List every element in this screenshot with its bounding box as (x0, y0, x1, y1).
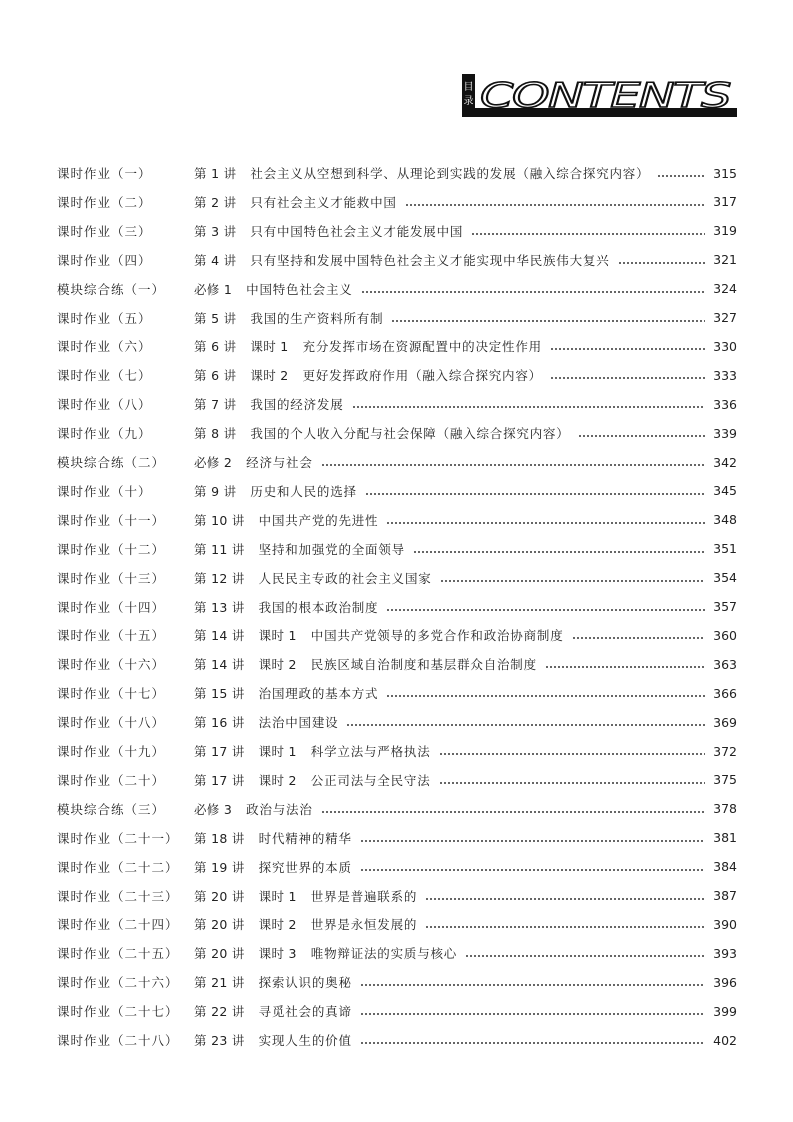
toc-page-number: 399 (713, 1003, 737, 1019)
toc-title: 坚持和加强党的全面领导 (258, 541, 405, 557)
toc-lecture: 第 13 讲 (194, 599, 245, 615)
toc-session: 课时 2 (258, 917, 297, 933)
toc-entry[interactable] (57, 394, 737, 414)
toc-lecture: 必修 2 (194, 455, 233, 470)
toc-page-number: 372 (713, 743, 737, 759)
toc-entry[interactable] (57, 914, 737, 934)
toc-entry[interactable] (57, 943, 737, 963)
toc-unit: 课时作业（十八） (57, 715, 166, 731)
toc-title: 时代精神的精华 (258, 830, 352, 846)
toc-lecture: 第 2 讲 (194, 194, 237, 210)
toc-unit: 课时作业（二） (57, 194, 152, 210)
toc-entry[interactable] (57, 308, 737, 328)
toc-page-number: 366 (713, 685, 737, 701)
toc-title: 我国的根本政治制度 (258, 599, 379, 615)
toc-entry[interactable] (57, 799, 737, 819)
toc-entry[interactable] (57, 972, 737, 992)
toc-page-number: 315 (713, 165, 737, 181)
toc-lecture: 第 19 讲 (194, 859, 245, 875)
toc-page-number: 324 (713, 281, 737, 297)
dot-leader (440, 580, 705, 582)
toc-unit: 模块综合练（二） (57, 455, 166, 470)
dot-leader (425, 926, 705, 928)
toc-unit: 课时作业（十七） (57, 686, 166, 702)
toc-entry[interactable] (57, 279, 737, 299)
toc-session: 课时 1 (250, 339, 289, 355)
toc-entry[interactable] (57, 1030, 737, 1050)
toc-title: 民族区域自治制度和基层群众自治制度 (310, 657, 537, 673)
toc-entry[interactable] (57, 452, 737, 472)
toc-unit: 课时作业（十四） (57, 599, 166, 615)
contents-logo (462, 70, 737, 120)
toc-entry[interactable] (57, 654, 737, 674)
toc-entry[interactable] (57, 597, 737, 617)
toc-title: 只有社会主义才能救中国 (250, 194, 397, 210)
toc-page-number: 375 (713, 772, 737, 788)
toc-page-number: 319 (713, 223, 737, 239)
toc-title: 更好发挥政府作用（融入综合探究内容） (302, 368, 542, 384)
contents-label-bottom: 录 (463, 96, 474, 107)
toc-title: 只有坚持和发展中国特色社会主义才能实现中华民族伟大复兴 (250, 252, 610, 268)
toc-title: 世界是永恒发展的 (310, 917, 418, 933)
dot-leader (386, 609, 705, 611)
toc-page-number: 369 (713, 714, 737, 730)
dot-leader (346, 724, 705, 726)
toc-lecture: 第 17 讲 (194, 772, 245, 788)
dot-leader (439, 753, 706, 755)
dot-leader (572, 637, 706, 639)
dot-leader (352, 406, 705, 408)
toc-title: 社会主义从空想到科学、从理论到实践的发展（融入综合探究内容） (250, 166, 650, 181)
toc-page-number: 327 (713, 310, 737, 325)
toc-page-number: 336 (713, 396, 737, 412)
dot-leader (618, 262, 705, 264)
toc-unit: 课时作业（七） (57, 368, 152, 384)
dot-leader (360, 840, 705, 842)
toc-entry[interactable] (57, 683, 737, 703)
toc-unit: 课时作业（二十三） (57, 888, 179, 904)
toc-entry[interactable] (57, 568, 737, 588)
toc-entry[interactable] (57, 510, 737, 530)
dot-leader (360, 869, 705, 871)
toc-entry[interactable] (57, 481, 737, 501)
toc-session: 课时 2 (258, 772, 297, 788)
dot-leader (578, 435, 705, 437)
toc-unit: 课时作业（二十四） (57, 917, 179, 933)
toc-unit: 课时作业（十五） (57, 628, 166, 644)
toc-lecture: 第 1 讲 (194, 166, 237, 181)
toc-unit: 课时作业（十二） (57, 541, 166, 557)
toc-unit: 课时作业（十九） (57, 744, 166, 759)
toc-page-number: 321 (713, 252, 737, 268)
toc-lecture: 第 11 讲 (194, 541, 245, 557)
toc-entry[interactable] (57, 741, 737, 761)
toc-lecture: 第 20 讲 (194, 946, 245, 962)
toc-entry[interactable] (57, 250, 737, 270)
toc-unit: 课时作业（二十七） (57, 1004, 179, 1020)
toc-unit: 课时作业（十） (57, 483, 152, 499)
toc-unit: 课时作业（二十六） (57, 975, 179, 991)
toc-title: 治国理政的基本方式 (258, 686, 379, 702)
dot-leader (545, 666, 705, 668)
toc-lecture: 第 12 讲 (194, 570, 245, 586)
dot-leader (413, 551, 705, 553)
toc-title: 唯物辩证法的实质与核心 (310, 946, 458, 962)
toc-page-number: 360 (713, 627, 737, 643)
toc-session: 课时 3 (258, 946, 297, 962)
toc-unit: 课时作业（二十二） (57, 859, 179, 875)
toc-title: 中国共产党的先进性 (258, 512, 379, 528)
toc-unit: 课时作业（二十八） (57, 1033, 179, 1048)
toc-entry[interactable] (57, 625, 737, 645)
toc-title: 经济与社会 (246, 455, 313, 470)
toc-unit: 课时作业（十六） (57, 657, 166, 673)
contents-logo-text: CONTENTS (480, 76, 731, 116)
dot-leader (471, 233, 705, 235)
toc-entry[interactable] (57, 1001, 737, 1021)
dot-leader (550, 348, 705, 350)
dot-leader (439, 782, 706, 784)
toc-unit: 课时作业（二十） (57, 772, 166, 788)
toc-entry[interactable] (57, 365, 737, 385)
contents-header (462, 70, 737, 120)
toc-title: 我国的生产资料所有制 (250, 310, 384, 326)
toc-page-number: 387 (713, 888, 737, 903)
toc-page-number: 384 (713, 859, 737, 875)
toc-lecture: 第 6 讲 (194, 339, 237, 355)
toc-unit: 课时作业（四） (57, 252, 152, 268)
toc-entry[interactable] (57, 423, 737, 443)
toc-page-number: 317 (713, 194, 737, 210)
dot-leader (405, 204, 705, 206)
toc-lecture: 第 5 讲 (194, 310, 237, 326)
toc-page-number: 393 (713, 945, 737, 961)
toc-title: 科学立法与严格执法 (310, 744, 431, 759)
toc-page-number: 348 (713, 512, 737, 528)
toc-page-number: 396 (713, 974, 737, 990)
toc-lecture: 第 9 讲 (194, 483, 237, 499)
toc-unit: 课时作业（六） (57, 339, 152, 355)
toc-entry[interactable] (57, 712, 737, 732)
toc-lecture: 第 21 讲 (194, 975, 245, 991)
dot-leader (550, 377, 705, 379)
toc-session: 课时 1 (258, 628, 297, 644)
toc-unit: 课时作业（二十一） (57, 830, 179, 846)
toc-unit: 课时作业（三） (57, 223, 152, 239)
toc-title: 人民民主专政的社会主义国家 (258, 570, 432, 586)
toc-lecture: 第 7 讲 (194, 397, 237, 413)
toc-unit: 课时作业（九） (57, 426, 152, 442)
toc-lecture: 第 14 讲 (194, 657, 245, 673)
toc-entry[interactable] (57, 539, 737, 559)
toc-page-number: 339 (713, 425, 737, 441)
toc-lecture: 第 14 讲 (194, 628, 245, 644)
toc-title: 我国的个人收入分配与社会保障（融入综合探究内容） (250, 426, 570, 442)
dot-leader (657, 175, 705, 177)
toc-entry[interactable] (57, 886, 737, 906)
toc-title: 充分发挥市场在资源配置中的决定性作用 (302, 339, 542, 355)
toc-entry[interactable] (57, 857, 737, 877)
toc-page-number: 381 (713, 830, 737, 846)
toc-lecture: 第 22 讲 (194, 1004, 245, 1020)
toc-page-number: 351 (713, 541, 737, 557)
toc-page-number: 402 (713, 1032, 737, 1048)
toc-lecture: 第 17 讲 (194, 744, 245, 759)
toc-title: 中国共产党领导的多党合作和政治协商制度 (310, 628, 564, 644)
toc-entry[interactable] (57, 192, 737, 212)
toc-unit: 课时作业（一） (57, 166, 152, 181)
toc-title: 探究世界的本质 (258, 859, 352, 875)
toc-page-number: 354 (713, 570, 737, 586)
dot-leader (386, 522, 705, 524)
toc-session: 课时 1 (258, 744, 297, 759)
dot-leader (361, 291, 705, 293)
toc-title: 法治中国建设 (258, 715, 339, 731)
dot-leader (321, 464, 705, 466)
toc-lecture: 第 20 讲 (194, 917, 245, 933)
dot-leader (391, 320, 705, 322)
toc-entry[interactable] (57, 221, 737, 241)
toc-unit: 课时作业（十一） (57, 512, 166, 528)
dot-leader (386, 695, 705, 697)
toc-title: 只有中国特色社会主义才能发展中国 (250, 223, 464, 239)
toc-entry[interactable] (57, 770, 737, 790)
toc-title: 实现人生的价值 (258, 1033, 352, 1048)
toc-title: 公正司法与全民守法 (310, 772, 431, 788)
toc-lecture: 第 23 讲 (194, 1033, 245, 1048)
toc-page-number: 363 (713, 656, 737, 672)
toc-unit: 模块综合练（三） (57, 801, 166, 817)
toc-title: 我国的经济发展 (250, 397, 344, 413)
toc-lecture: 第 15 讲 (194, 686, 245, 702)
contents-label-top: 目 (463, 82, 474, 93)
toc-lecture: 第 8 讲 (194, 426, 237, 442)
toc-session: 课时 1 (258, 888, 297, 904)
toc-page-number: 345 (713, 483, 737, 499)
toc-lecture: 第 3 讲 (194, 223, 237, 239)
dot-leader (425, 898, 705, 900)
toc-title: 历史和人民的选择 (250, 483, 357, 499)
dot-leader (360, 1013, 705, 1015)
toc-unit: 课时作业（二十五） (57, 946, 179, 962)
toc-lecture: 必修 1 (194, 281, 233, 297)
toc-entry[interactable] (57, 828, 737, 848)
dot-leader (360, 1042, 705, 1044)
toc-lecture: 第 18 讲 (194, 830, 245, 846)
toc-page-number: 342 (713, 454, 737, 470)
dot-leader (365, 493, 705, 495)
dot-leader (321, 811, 705, 813)
toc-unit: 课时作业（十三） (57, 570, 166, 586)
toc-page-number: 333 (713, 367, 737, 383)
toc-entry[interactable] (57, 336, 737, 356)
toc-lecture: 必修 3 (194, 801, 233, 817)
toc-unit: 课时作业（五） (57, 310, 152, 326)
toc-session: 课时 2 (250, 368, 289, 384)
toc-page-number: 330 (713, 338, 737, 354)
toc-lecture: 第 20 讲 (194, 888, 245, 904)
toc-title: 中国特色社会主义 (246, 281, 353, 297)
toc-entry[interactable] (57, 163, 737, 183)
toc-unit: 课时作业（八） (57, 397, 152, 413)
toc-lecture: 第 10 讲 (194, 512, 245, 528)
toc-title: 探索认识的奥秘 (258, 975, 352, 991)
toc-title: 寻觅社会的真谛 (258, 1004, 352, 1020)
toc-lecture: 第 16 讲 (194, 715, 245, 731)
toc-page-number: 357 (713, 599, 737, 614)
toc-lecture: 第 6 讲 (194, 368, 237, 384)
toc-session: 课时 2 (258, 657, 297, 673)
toc-unit: 模块综合练（一） (57, 281, 166, 297)
dot-leader (360, 984, 705, 986)
toc-title: 世界是普遍联系的 (310, 888, 418, 904)
toc-title: 政治与法治 (246, 801, 313, 817)
toc-page-number: 378 (713, 801, 737, 817)
toc-lecture: 第 4 讲 (194, 252, 237, 268)
toc-page-number: 390 (713, 916, 737, 932)
dot-leader (465, 955, 705, 957)
